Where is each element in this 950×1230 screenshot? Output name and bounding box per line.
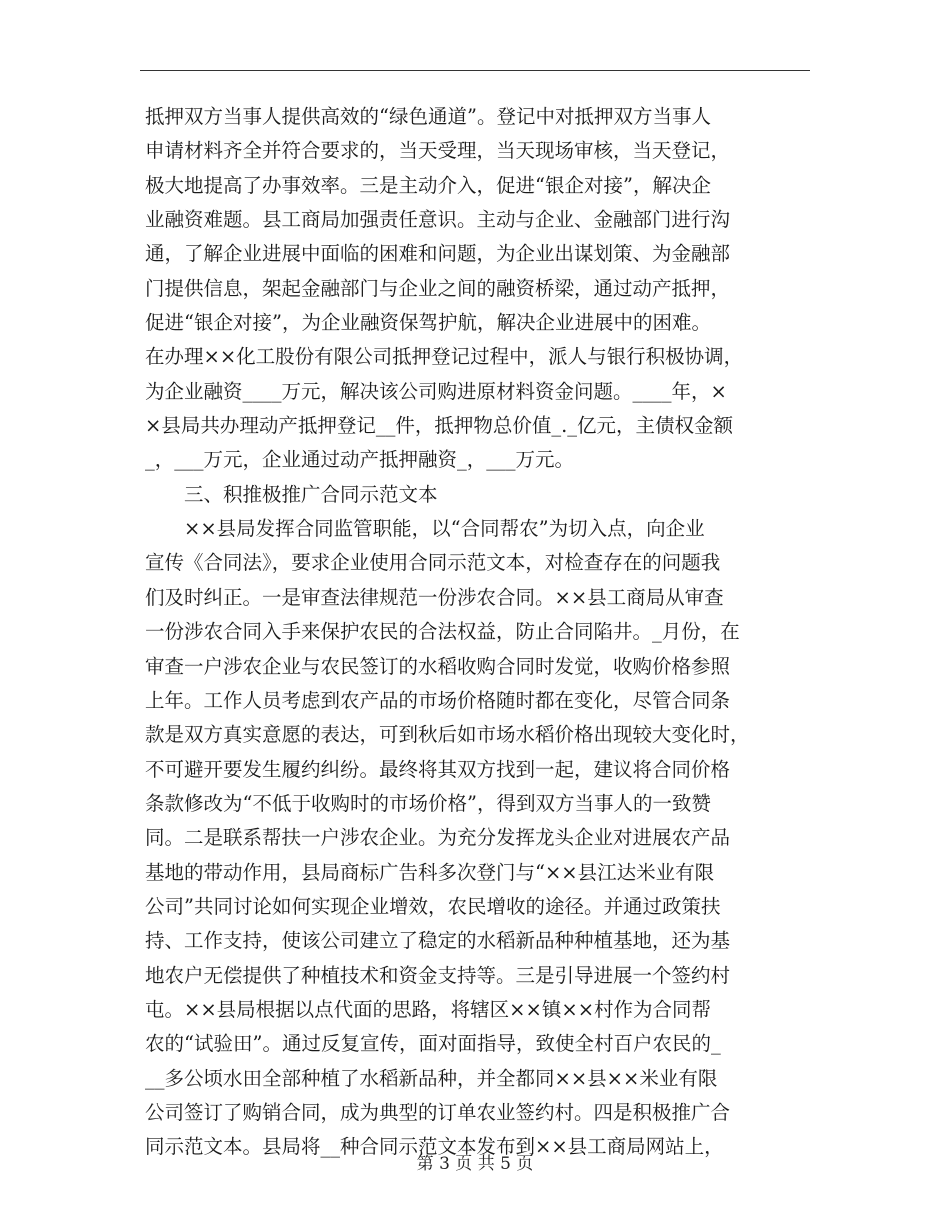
text-line: 通，了解企业进展中面临的困难和问题，为企业出谋划策、为金融部 [145,242,731,266]
text-line: _，___万元，企业通过动产抵押融资_，___万元。 [145,448,575,472]
text-line: 条款修改为“不低于收购时的市场价格”，得到双方当事人的一致赞 [145,791,711,815]
text-line: __多公顷水田全部种植了水稻新品种，并全都同××县××米业有限 [145,1066,718,1090]
text-line: ×县局共办理动产抵押登记__件，抵押物总价值_._亿元，主债权金额 [145,414,734,438]
text-line: 不可避开要发生履约纠纷。最终将其双方找到一起，建议将合同价格 [145,757,731,781]
text-line: 门提供信息，架起金融部门与企业之间的融资桥梁，通过动产抵押， [145,276,731,300]
text-line: 申请材料齐全并符合要求的，当天受理，当天现场审核，当天登记， [145,139,731,163]
text-line: 为企业融资____万元，解决该公司购进原材料资金问题。____年，× [145,379,727,403]
text-line: 款是双方真实意愿的表达，可到秋后如市场水稻价格出现较大变化时， [145,723,750,747]
text-line: 地农户无偿提供了种植技术和资金支持等。三是引导进展一个签约村 [145,963,731,987]
page-number-footer: 第 3 页 共 5 页 [416,1154,534,1174]
text-line: 极大地提高了办事效率。三是主动介入，促进“银企对接”，解决企 [145,173,711,197]
text-line: 宣传《合同法》，要求企业使用合同示范文本，对检查存在的问题我 [145,551,721,575]
text-line: 公司签订了购销合同，成为典型的订单农业签约村。四是积极推广合 [145,1100,731,1124]
text-line: 同。二是联系帮扶一户涉农企业。为充分发挥龙头企业对进展农产品 [145,826,731,850]
paragraph-first-line: ××县局发挥合同监管职能，以“合同帮农”为切入点，向企业 [184,517,705,541]
text-line: 基地的带动作用，县局商标广告科多次登门与“××县江达米业有限 [145,860,715,884]
text-line: 业融资难题。县工商局加强责任意识。主动与企业、金融部门进行沟 [145,208,731,232]
text-line: 农的“试验田”。通过反复宣传，面对面指导，致使全村百户农民的_ [145,1032,721,1056]
text-line: 促进“银企对接”，为企业融资保驾护航，解决企业进展中的困难。 [145,311,711,335]
text-line: 一份涉农合同入手来保护农民的合法权益，防止合同陷井。_月份，在 [145,620,740,644]
text-line: 同示范文本。县局将__种合同示范文本发布到××县工商局网站上， [145,1135,724,1159]
header-rule [140,70,810,71]
text-line: 审查一户涉农企业与农民签订的水稻收购合同时发觉，收购价格参照 [145,654,731,678]
text-line: 屯。××县局根据以点代面的思路，将辖区××镇××村作为合同帮 [145,997,712,1021]
text-line: 上年。工作人员考虑到农产品的市场价格随时都在变化，尽管合同条 [145,688,731,712]
text-line: 在办理××化工股份有限公司抵押登记过程中，派人与银行积极协调， [145,345,744,369]
text-line: 抵押双方当事人提供高效的“绿色通道”。登记中对抵押双方当事人 [145,105,711,128]
text-line: 持、工作支持，使该公司建立了稳定的水稻新品种种植基地，还为基 [145,929,731,953]
paragraph-first-line: 三、积推极推广合同示范文本 [184,482,438,506]
text-line: 们及时纠正。一是审查法律规范一份涉农合同。××县工商局从审查 [145,585,724,609]
text-line: 公司”共同讨论如何实现企业增效，农民增收的途径。并通过政策扶 [145,894,721,918]
document-body [145,100,810,1165]
